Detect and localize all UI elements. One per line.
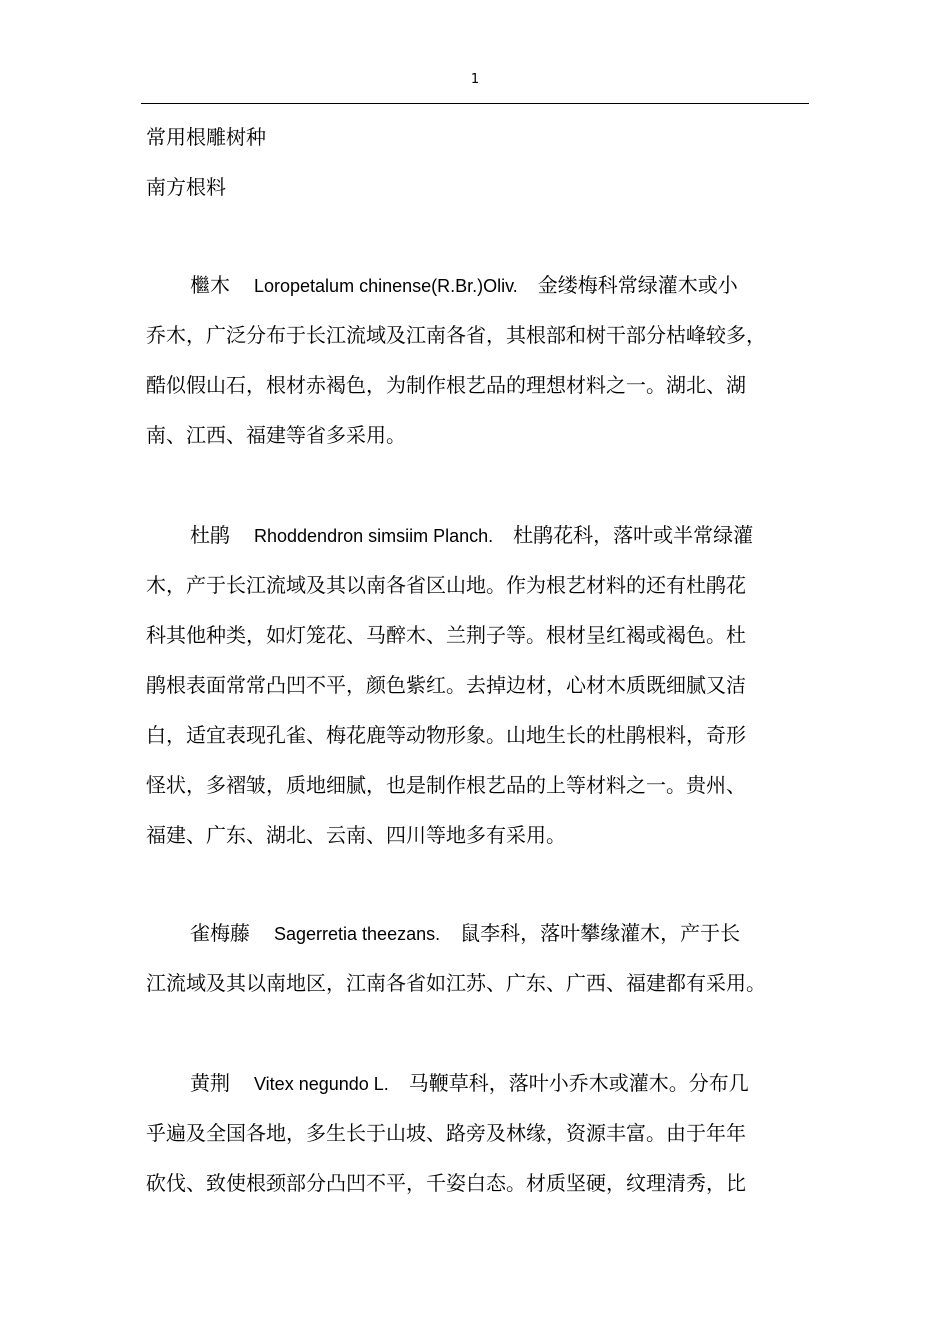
entry-line [146, 420, 806, 470]
species-description: 鼠李科，落叶攀缘灌木，产于长 [460, 921, 741, 945]
species-description: 杜鹃花科，落叶或半常绿灌 [513, 523, 754, 547]
species-description: 金缕梅科常绿灌木或小 [537, 273, 738, 297]
species-entry-dujuan [146, 520, 806, 870]
page-subtitle: 南方根料 [146, 175, 226, 199]
species-chinese-name: 雀梅藤 [190, 921, 250, 945]
entry-line [146, 720, 806, 770]
species-description: 木，产于长江流域及其以南各省区山地。作为根艺材料的还有杜鹃花 [146, 573, 746, 597]
species-description: 江流域及其以南地区，江南各省如江苏、广东、广西、福建都有采用。 [146, 971, 766, 995]
species-chinese-name: 檵木 [190, 273, 230, 297]
species-chinese-name: 黄荆 [190, 1071, 230, 1095]
page-title: 常用根雕树种 [146, 125, 266, 149]
entry-line [146, 820, 806, 870]
entry-line [146, 1068, 806, 1118]
entry-line [146, 570, 806, 620]
species-latin-name: Vitex negundo L. [254, 1074, 389, 1094]
species-latin-name: Loropetalum chinense(R.Br.)Oliv. [254, 276, 518, 296]
entry-line [146, 620, 806, 670]
entry-line [146, 1168, 806, 1218]
entry-line [146, 670, 806, 720]
page-number: 1 [470, 72, 480, 87]
species-entry-jimu [146, 270, 806, 470]
entry-line [146, 770, 806, 820]
species-description: 酷似假山石，根材赤褐色，为制作根艺品的理想材料之一。湖北、湖 [146, 373, 746, 397]
species-description: 乔木，广泛分布于长江流域及江南各省，其根部和树干部分枯峰较多， [146, 323, 766, 347]
entry-line [146, 370, 806, 420]
species-latin-name: Rhoddendron simsiim Planch. [254, 526, 494, 546]
species-description: 科其他种类，如灯笼花、马醉木、兰荆子等。根材呈红褐或褐色。杜 [146, 623, 746, 647]
species-entry-huangjing [146, 1068, 806, 1218]
entry-line [146, 918, 806, 968]
species-description: 福建、广东、湖北、云南、四川等地多有采用。 [146, 823, 566, 847]
species-description: 马鞭草科，落叶小乔木或灌木。分布几 [408, 1071, 749, 1095]
entry-line [146, 968, 806, 1018]
entry-line [146, 320, 806, 370]
header-rule [141, 103, 809, 104]
species-latin-name: Sagerretia theezans. [274, 924, 441, 944]
species-entry-quemeiteng [146, 918, 806, 1018]
entry-line [146, 270, 806, 320]
entry-line [146, 1118, 806, 1168]
species-description: 怪状，多褶皱，质地细腻，也是制作根艺品的上等材料之一。贵州、 [146, 773, 746, 797]
species-description: 鹃根表面常常凸凹不平，颜色紫红。去掉边材，心材木质既细腻又洁 [146, 673, 746, 697]
species-description: 砍伐、致使根颈部分凸凹不平，千姿白态。材质坚硬，纹理清秀，比 [146, 1171, 746, 1195]
entry-line [146, 520, 806, 570]
species-description: 白，适宜表现孔雀、梅花鹿等动物形象。山地生长的杜鹃根料，奇形 [146, 723, 746, 747]
species-chinese-name: 杜鹃 [190, 523, 230, 547]
species-description: 乎遍及全国各地，多生长于山坡、路旁及林缘，资源丰富。由于年年 [146, 1121, 746, 1145]
species-description: 南、江西、福建等省多采用。 [146, 423, 406, 447]
